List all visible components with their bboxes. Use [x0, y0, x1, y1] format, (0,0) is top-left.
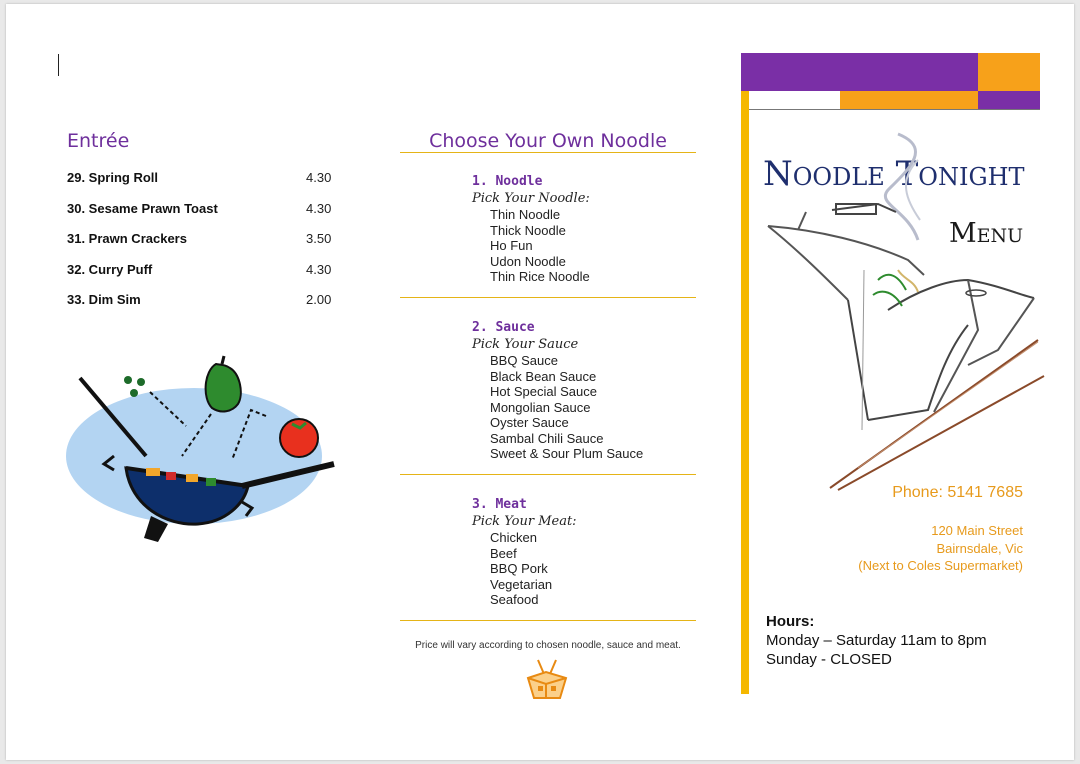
phone-number: Phone: 5141 7685 [892, 484, 1023, 501]
section-pick-label: Pick Your Noodle: [472, 191, 590, 206]
vertical-accent-bar [741, 91, 749, 694]
list-item: Vegetarian [490, 576, 553, 592]
list-item: Sambal Chili Sauce [490, 430, 604, 446]
header-bar-purple-lower [978, 91, 1040, 109]
text-cursor [58, 54, 59, 76]
small-noodle-box-icon [524, 658, 570, 702]
address-line: (Next to Coles Supermarket) [858, 558, 1023, 573]
price-note: Price will vary according to chosen noodle, sauce and meat. [415, 640, 681, 651]
entree-item-name: 33. Dim Sim [67, 292, 141, 308]
list-item: Udon Noodle [490, 253, 566, 269]
hours-line: Monday – Saturday 11am to 8pm [766, 632, 987, 649]
document-page [6, 4, 1074, 760]
entree-item-price: 3.50 [306, 231, 332, 247]
header-bar-orange-lower [840, 91, 978, 109]
entree-item-name: 32. Curry Puff [67, 261, 153, 277]
entree-item [67, 166, 347, 197]
entree-item-name: 29. Spring Roll [67, 170, 159, 185]
option-list [490, 207, 590, 285]
entree-item-price: 4.30 [306, 200, 332, 216]
header-bar-purple [741, 53, 978, 91]
entree-title: Entrée [67, 130, 130, 152]
noodle-builder-title: Choose Your Own Noodle [429, 130, 667, 152]
list-item: Ho Fun [490, 238, 533, 253]
list-item: Thin Noodle [490, 207, 561, 222]
divider [400, 152, 696, 153]
hours-line: Sunday - CLOSED [766, 651, 892, 668]
option-list [490, 353, 643, 462]
address-line: Bairnsdale, Vic [936, 540, 1023, 556]
entree-item-name: 31. Prawn Crackers [67, 231, 187, 247]
entree-item-price: 4.30 [306, 261, 332, 277]
entree-item [67, 227, 347, 258]
menu-title: Menu [949, 218, 1024, 249]
brand-title: Noodle Tonight [763, 154, 1025, 194]
entree-item [67, 197, 347, 228]
list-item: Hot Special Sauce [490, 384, 597, 399]
list-item: Sweet & Sour Plum Sauce [490, 446, 644, 461]
section-pick-label: Pick Your Meat: [472, 514, 577, 529]
list-item: Beef [490, 545, 517, 561]
sauce-section [472, 320, 643, 462]
list-item: Chicken [490, 530, 537, 545]
header-rule [748, 109, 1040, 110]
list-item: Thick Noodle [490, 222, 566, 238]
wok-clipart-icon [66, 356, 341, 556]
divider [400, 620, 696, 621]
option-list [490, 530, 577, 608]
list-item: BBQ Sauce [490, 353, 558, 368]
list-item: Black Bean Sauce [490, 368, 597, 384]
meat-section [472, 497, 577, 608]
section-pick-label: Pick Your Sauce [472, 337, 579, 352]
list-item: BBQ Pork [490, 561, 548, 576]
list-item: Mongolian Sauce [490, 399, 591, 415]
section-heading: 3. Meat [472, 497, 527, 512]
divider [400, 297, 696, 298]
section-heading: 2. Sauce [472, 320, 535, 335]
noodle-section [472, 174, 590, 285]
address-block [858, 522, 1023, 575]
divider [400, 474, 696, 475]
noodle-box-clipart-icon [758, 130, 1044, 492]
list-item: Seafood [490, 592, 539, 607]
entree-list [67, 166, 347, 319]
entree-item [67, 288, 347, 319]
entree-item-price: 2.00 [306, 292, 332, 308]
entree-item-price: 4.30 [306, 170, 332, 185]
list-item: Thin Rice Noodle [490, 269, 590, 284]
list-item: Oyster Sauce [490, 415, 569, 430]
section-heading: 1. Noodle [472, 174, 543, 189]
hours-title: Hours: [766, 613, 815, 630]
hours-block [766, 612, 987, 669]
entree-item [67, 258, 347, 289]
entree-item-name: 30. Sesame Prawn Toast [67, 200, 218, 216]
address-line: 120 Main Street [931, 523, 1023, 538]
header-bar-orange [978, 53, 1040, 91]
